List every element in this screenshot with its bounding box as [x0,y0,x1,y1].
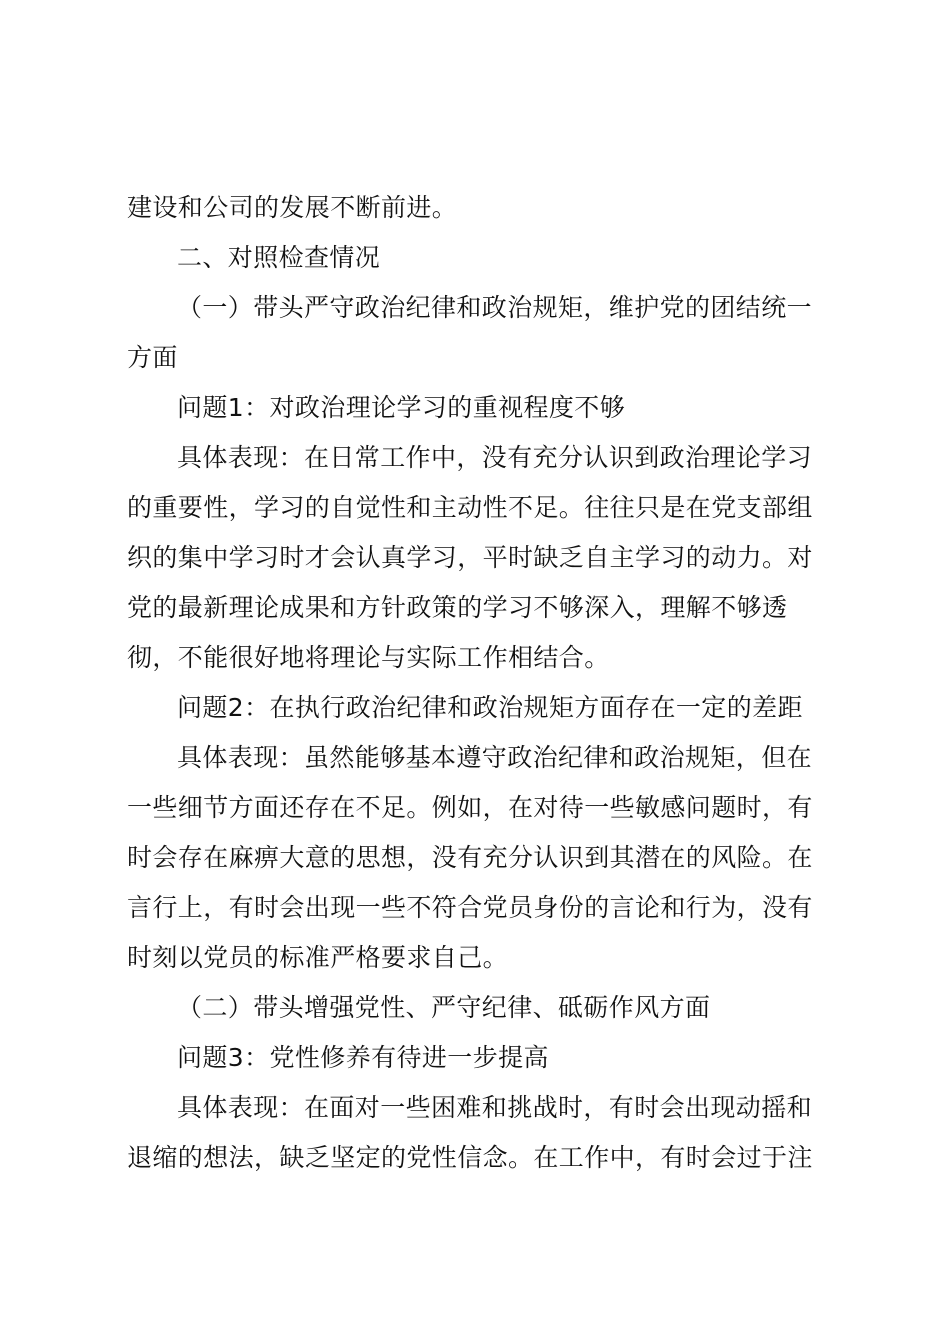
paragraph-continuation: 建设和公司的发展不断前进。 [127,193,458,222]
issue-1-title: 问题1：对政治理论学习的重视程度不够 [177,393,626,422]
issue-1-detail: 具体表现：在日常工作中，没有充分认识到政治理论学习的重要性，学习的自觉性和主动性不足。往往只是在党支部组织的集中学习时才会认真学习，平时缺乏自主学习的动力。对党的最新理论成果和方针政策的学习不够深入，理解不够透彻，不能很好地将理论与实际工作相结合。 [127,443,813,672]
issue-3-title: 问题3：党性修养有待进一步提高 [177,1043,549,1072]
document-body [127,183,833,1183]
subsection-heading-2: （二）带头增强党性、严守纪律、砥砺作风方面 [177,993,711,1022]
issue-2-detail: 具体表现：虽然能够基本遵守政治纪律和政治规矩，但在一些细节方面还存在不足。例如，在对待一些敏感问题时，有时会存在麻痹大意的思想，没有充分认识到其潜在的风险。在言行上，有时会出现一些不符合党员身份的言论和行为，没有时刻以党员的标准严格要求自己。 [127,743,813,972]
section-heading-2: 二、对照检查情况 [177,243,381,272]
issue-3-detail: 具体表现：在面对一些困难和挑战时，有时会出现动摇和退缩的想法，缺乏坚定的党性信念。在工作中，有时会过于注 [127,1093,813,1172]
subsection-heading-1: （一）带头严守政治纪律和政治规矩，维护党的团结统一方面 [127,293,813,372]
issue-2-title: 问题2：在执行政治纪律和政治规矩方面存在一定的差距 [177,693,803,722]
